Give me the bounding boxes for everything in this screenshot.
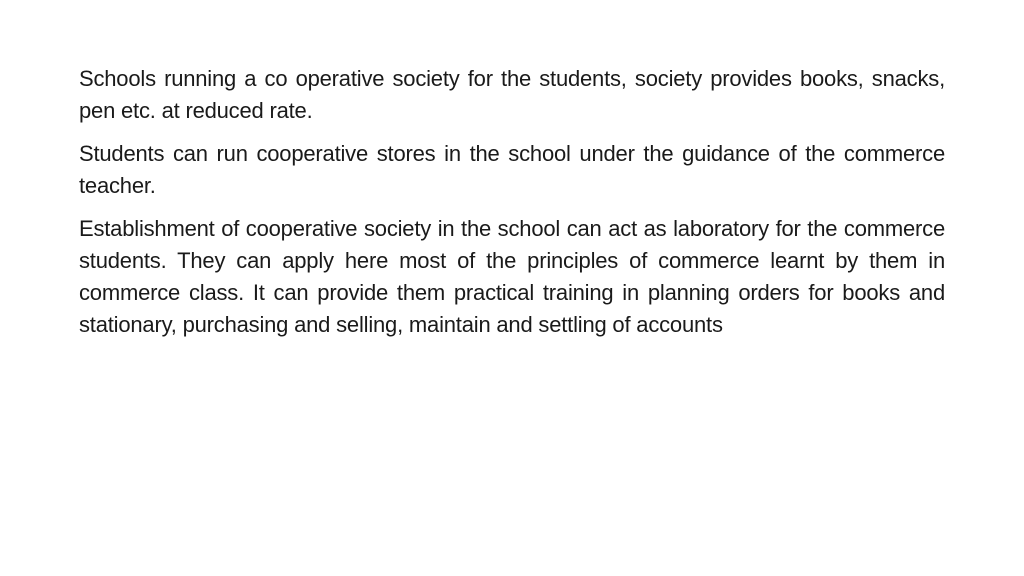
paragraph-laboratory: Establishment of cooperative society in the school can act as laboratory for the commerce students. They can apply here most of the principles of commerce learnt by them in commerce class. It can provide them practical training in planning orders for books and stationary, purchasing and selling, maintain and settling of accounts (79, 216, 945, 337)
slide-body (79, 63, 945, 352)
paragraph-student-stores: Students can run cooperative stores in the school under the guidance of the commerce teacher. (79, 141, 945, 198)
paragraph-school-society: Schools running a co operative society for the students, society provides books, snacks, pen etc. at reduced rate. (79, 66, 945, 123)
